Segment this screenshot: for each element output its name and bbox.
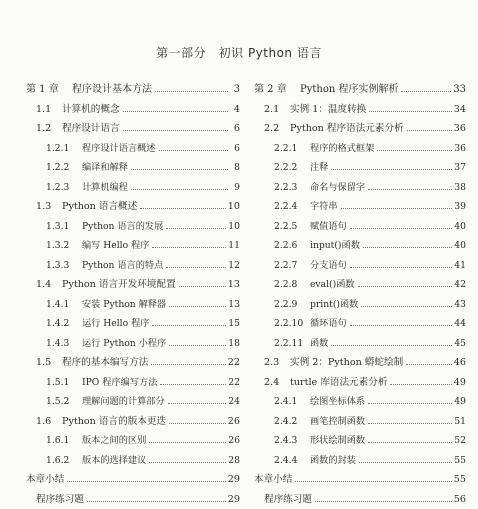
toc-entry[interactable] xyxy=(254,275,466,295)
toc-entry-page-number: 8 xyxy=(230,158,240,178)
toc-entry-title: Python 语言的发展 xyxy=(82,217,163,237)
toc-entry-number: 1.6.2 xyxy=(46,451,82,471)
dot-leader xyxy=(131,169,228,170)
toc-entry-page-number: 36 xyxy=(454,119,466,139)
toc-entry[interactable] xyxy=(26,470,240,490)
toc-entry-page-number: 38 xyxy=(454,178,466,198)
toc-entry[interactable] xyxy=(26,197,240,217)
toc-entry-number: 2.4.4 xyxy=(274,451,310,471)
toc-entry-number: 1.2 xyxy=(36,119,62,139)
toc-entry[interactable] xyxy=(26,119,240,139)
toc-entry[interactable] xyxy=(26,314,240,334)
toc-entry-title: 编译和解释 xyxy=(82,158,128,178)
toc-entry[interactable] xyxy=(254,412,466,432)
toc-entry-page-number: 39 xyxy=(454,197,466,217)
toc-entry-number: 2.2.1 xyxy=(274,139,310,159)
toc-entry-page-number: 24 xyxy=(228,392,240,412)
toc-entry-page-number: 34 xyxy=(454,100,466,120)
dot-leader xyxy=(149,462,226,463)
toc-entry[interactable] xyxy=(26,139,240,159)
toc-entry-page-number: 46 xyxy=(454,353,466,373)
dot-leader xyxy=(358,286,453,287)
dot-leader xyxy=(390,384,451,385)
dot-leader xyxy=(149,442,226,443)
toc-entry-title: Python 程序语法元素分析 xyxy=(290,119,404,139)
dot-leader xyxy=(361,306,452,307)
toc-entry[interactable] xyxy=(26,392,240,412)
toc-entry[interactable] xyxy=(254,256,466,276)
dot-leader xyxy=(377,150,452,151)
toc-entry[interactable] xyxy=(26,353,240,373)
toc-entry-number: 1.5.2 xyxy=(46,392,82,412)
toc-entry-title: IPO 程序编写方法 xyxy=(82,373,157,393)
toc-entry-title: 函数的封装 xyxy=(310,451,356,471)
toc-entry-number: 2.2.7 xyxy=(274,256,310,276)
toc-entry-number: 2.4 xyxy=(264,373,290,393)
toc-entry-title: 程序设计语言概述 xyxy=(82,139,156,159)
dot-leader xyxy=(159,150,229,151)
toc-entry[interactable] xyxy=(254,373,466,393)
toc-entry-number: 2.2.8 xyxy=(274,275,310,295)
toc-entry-title: 程序练习题 xyxy=(264,490,312,509)
toc-entry-title: turtle 库语法元素分析 xyxy=(290,373,387,393)
dot-leader xyxy=(295,481,451,482)
toc-entry-page-number: 42 xyxy=(454,275,466,295)
toc-entry-title: 字符串 xyxy=(310,197,338,217)
toc-entry-title: 函数 xyxy=(310,334,328,354)
toc-entry-page-number: 10 xyxy=(228,217,240,237)
toc-entry-page-number: 52 xyxy=(454,431,466,451)
toc-entry-page-number: 43 xyxy=(454,295,466,315)
toc-entry-title: 版本之间的区别 xyxy=(82,431,146,451)
toc-entry[interactable] xyxy=(254,353,466,373)
toc-entry[interactable] xyxy=(254,314,466,334)
toc-entry-page-number: 3 xyxy=(230,80,240,100)
toc-right-column xyxy=(254,80,466,509)
dot-leader xyxy=(169,423,226,424)
toc-entry[interactable] xyxy=(26,412,240,432)
toc-entry-page-number: 6 xyxy=(230,139,240,159)
toc-entry-title: Python 程序实例解析 xyxy=(300,80,398,100)
toc-entry-page-number: 22 xyxy=(228,373,240,393)
toc-entry-page-number: 29 xyxy=(228,470,240,490)
toc-entry[interactable] xyxy=(254,431,466,451)
toc-entry-number: 第 1 章 xyxy=(26,80,72,100)
toc-entry-page-number: 13 xyxy=(228,295,240,315)
toc-entry-title: 安装 Python 解释器 xyxy=(82,295,166,315)
toc-entry-page-number: 49 xyxy=(454,373,466,393)
toc-entry-title: 运行 Hello 程序 xyxy=(82,314,149,334)
toc-entry-page-number: 55 xyxy=(454,470,466,490)
toc-entry-title: 赋值语句 xyxy=(310,217,347,237)
toc-entry-page-number: 28 xyxy=(228,451,240,471)
toc-entry-title: 运行 Python 小程序 xyxy=(82,334,166,354)
dot-leader xyxy=(169,306,226,307)
toc-entry-title: 实例 1：温度转换 xyxy=(290,100,366,120)
toc-entry-number: 1.2.2 xyxy=(46,158,82,178)
toc-entry-title: 程序设计语言 xyxy=(62,119,120,139)
toc-entry-title: Python 语言的版本更迭 xyxy=(62,412,166,432)
toc-entry[interactable] xyxy=(26,256,240,276)
toc-entry-number: 1.3.1 xyxy=(46,217,82,237)
toc-entry-title: Python 语言的特点 xyxy=(82,256,163,276)
toc-entry[interactable] xyxy=(26,80,240,100)
toc-entry-title: 分支语句 xyxy=(310,256,347,276)
dot-leader xyxy=(166,228,226,229)
toc-entry[interactable] xyxy=(26,236,240,256)
dot-leader xyxy=(350,325,453,326)
dot-leader xyxy=(368,442,452,443)
toc-entry-number: 2.2.4 xyxy=(274,197,310,217)
toc-entry-title: 注释 xyxy=(310,158,328,178)
toc-entry-number: 2.2.3 xyxy=(274,178,310,198)
dot-leader xyxy=(369,111,451,112)
toc-entry-number: 1.6.1 xyxy=(46,431,82,451)
toc-entry[interactable] xyxy=(254,80,466,100)
toc-entry-number: 2.2 xyxy=(264,119,290,139)
toc-entry[interactable] xyxy=(26,217,240,237)
toc-entry[interactable] xyxy=(26,334,240,354)
toc-entry-title: Python 语言开发环境配置 xyxy=(62,275,176,295)
toc-entry-page-number: 10 xyxy=(228,197,240,217)
toc-entry[interactable] xyxy=(26,295,240,315)
dot-leader xyxy=(67,481,225,482)
toc-entry-number: 2.4.2 xyxy=(274,412,310,432)
toc-entry-page-number: 26 xyxy=(228,431,240,451)
toc-entry-page-number: 22 xyxy=(228,353,240,373)
toc-entry-title: 版本的选择建议 xyxy=(82,451,146,471)
dot-leader xyxy=(359,462,452,463)
dot-leader xyxy=(368,423,452,424)
dot-leader xyxy=(131,189,228,190)
toc-entry-page-number: 4 xyxy=(230,100,240,120)
toc-entry-page-number: 6 xyxy=(230,119,240,139)
toc-entry-number: 1.4.2 xyxy=(46,314,82,334)
dot-leader xyxy=(401,91,451,92)
toc-entry-number: 2.2.2 xyxy=(274,158,310,178)
toc-entry-number: 2.1 xyxy=(264,100,290,120)
toc-entry[interactable] xyxy=(254,334,466,354)
dot-leader xyxy=(140,208,225,209)
toc-entry-page-number: 40 xyxy=(454,217,466,237)
toc-entry-title: 编写 Hello 程序 xyxy=(82,236,149,256)
toc-entry[interactable] xyxy=(26,100,240,120)
toc-entry-number: 1.3 xyxy=(36,197,62,217)
toc-entry-title: 程序设计基本方法 xyxy=(72,80,152,100)
dot-leader xyxy=(166,267,226,268)
toc-entry[interactable] xyxy=(254,178,466,198)
toc-entry-number: 1.4.3 xyxy=(46,334,82,354)
part-title: 第一部分 初识 Python 语言 xyxy=(0,44,478,61)
dot-leader xyxy=(168,403,227,404)
dot-leader xyxy=(331,169,452,170)
toc-entry[interactable] xyxy=(254,490,466,509)
toc-entry-page-number: 15 xyxy=(228,314,240,334)
toc-entry-number: 1.6 xyxy=(36,412,62,432)
toc-entry-page-number: 12 xyxy=(228,256,240,276)
toc-entry-number: 1.3.3 xyxy=(46,256,82,276)
dot-leader xyxy=(151,364,225,365)
toc-entry-title: 程序的格式框架 xyxy=(310,139,374,159)
dot-leader xyxy=(368,403,452,404)
toc-entry-page-number: 40 xyxy=(454,236,466,256)
toc-entry-title: 实例 2：Python 蟒蛇绘制 xyxy=(290,353,403,373)
toc-entry-number: 1.4.1 xyxy=(46,295,82,315)
toc-entry-number: 1.5 xyxy=(36,353,62,373)
toc-entry-page-number: 49 xyxy=(454,392,466,412)
toc-entry-page-number: 45 xyxy=(454,334,466,354)
toc-entry-title: 程序的基本编写方法 xyxy=(62,353,148,373)
toc-entry-page-number: 33 xyxy=(453,80,466,100)
toc-entry-page-number: 44 xyxy=(454,314,466,334)
toc-entry[interactable] xyxy=(254,236,466,256)
toc-entry[interactable] xyxy=(254,119,466,139)
toc-entry-title: 程序练习题 xyxy=(36,490,84,509)
toc-entry-number: 2.2.10 xyxy=(274,314,310,334)
toc-left-column xyxy=(26,80,240,509)
toc-entry[interactable] xyxy=(254,470,466,490)
toc-entry-title: input()函数 xyxy=(310,236,360,256)
toc-entry-title: 计算机的概念 xyxy=(62,100,120,120)
dot-leader xyxy=(363,247,452,248)
dot-leader xyxy=(179,286,226,287)
toc-entry-title: Python 语言概述 xyxy=(62,197,137,217)
dot-leader xyxy=(331,345,452,346)
dot-leader xyxy=(152,247,226,248)
toc-entry-page-number: 13 xyxy=(228,275,240,295)
toc-entry-title: 理解问题的计算部分 xyxy=(82,392,165,412)
dot-leader xyxy=(315,501,452,502)
toc-entry-number: 2.4.3 xyxy=(274,431,310,451)
toc-entry-title: 绘图坐标体系 xyxy=(310,392,365,412)
toc-entry-page-number: 36 xyxy=(454,139,466,159)
toc-entry[interactable] xyxy=(26,178,240,198)
toc-entry[interactable] xyxy=(254,217,466,237)
toc-entry-page-number: 11 xyxy=(228,236,240,256)
toc-entry-title: 画笔控制函数 xyxy=(310,412,365,432)
toc-entry[interactable] xyxy=(26,275,240,295)
toc-entry-number: 2.2.11 xyxy=(274,334,310,354)
dot-leader xyxy=(169,345,226,346)
dot-leader xyxy=(350,267,453,268)
toc-entry[interactable] xyxy=(254,392,466,412)
toc-entry[interactable] xyxy=(26,451,240,471)
toc-entry-number: 1.3.2 xyxy=(46,236,82,256)
toc-entry-title: print()函数 xyxy=(310,295,358,315)
toc-entry-number: 2.3 xyxy=(264,353,290,373)
toc-entry-number: 1.1 xyxy=(36,100,62,120)
dot-leader xyxy=(123,130,228,131)
toc-entry-number: 2.2.6 xyxy=(274,236,310,256)
toc-entry-number: 第 2 章 xyxy=(254,80,300,100)
toc-entry-page-number: 29 xyxy=(228,490,240,509)
dot-leader xyxy=(341,208,453,209)
dot-leader xyxy=(87,501,226,502)
dot-leader xyxy=(152,325,226,326)
toc-entry[interactable] xyxy=(254,197,466,217)
toc-entry[interactable] xyxy=(26,158,240,178)
toc-entry-page-number: 9 xyxy=(230,178,240,198)
toc-entry-page-number: 18 xyxy=(228,334,240,354)
toc-entry-title: 命名与保留字 xyxy=(310,178,365,198)
toc-entry-page-number: 51 xyxy=(454,412,466,432)
toc-entry-number: 2.2.9 xyxy=(274,295,310,315)
toc-entry-title: 本章小结 xyxy=(254,470,292,490)
toc-entry-page-number: 56 xyxy=(454,490,466,509)
toc-entry[interactable] xyxy=(254,139,466,159)
toc-entry-page-number: 26 xyxy=(228,412,240,432)
toc-entry[interactable] xyxy=(26,490,240,509)
toc-entry-title: 循环语句 xyxy=(310,314,347,334)
toc-entry-page-number: 41 xyxy=(454,256,466,276)
toc-entry-number: 1.5.1 xyxy=(46,373,82,393)
dot-leader xyxy=(160,384,226,385)
toc-entry[interactable] xyxy=(254,451,466,471)
toc-entry[interactable] xyxy=(26,373,240,393)
toc-entry[interactable] xyxy=(254,158,466,178)
dot-leader xyxy=(155,91,228,92)
toc-entry-page-number: 37 xyxy=(454,158,466,178)
dot-leader xyxy=(368,189,452,190)
toc-entry-number: 2.2.5 xyxy=(274,217,310,237)
toc-entry[interactable] xyxy=(254,100,466,120)
toc-entry-title: eval()函数 xyxy=(310,275,355,295)
dot-leader xyxy=(407,130,452,131)
toc-entry-title: 本章小结 xyxy=(26,470,64,490)
toc-entry-page-number: 55 xyxy=(454,451,466,471)
dot-leader xyxy=(406,364,452,365)
toc-entry[interactable] xyxy=(254,295,466,315)
dot-leader xyxy=(123,111,228,112)
toc-entry-number: 1.2.1 xyxy=(46,139,82,159)
toc-entry-title: 计算机编程 xyxy=(82,178,128,198)
dot-leader xyxy=(350,228,453,229)
toc-entry-number: 1.4 xyxy=(36,275,62,295)
toc-entry[interactable] xyxy=(26,431,240,451)
toc-entry-number: 1.2.3 xyxy=(46,178,82,198)
toc-entry-title: 形状绘制函数 xyxy=(310,431,365,451)
toc-entry-number: 2.4.1 xyxy=(274,392,310,412)
